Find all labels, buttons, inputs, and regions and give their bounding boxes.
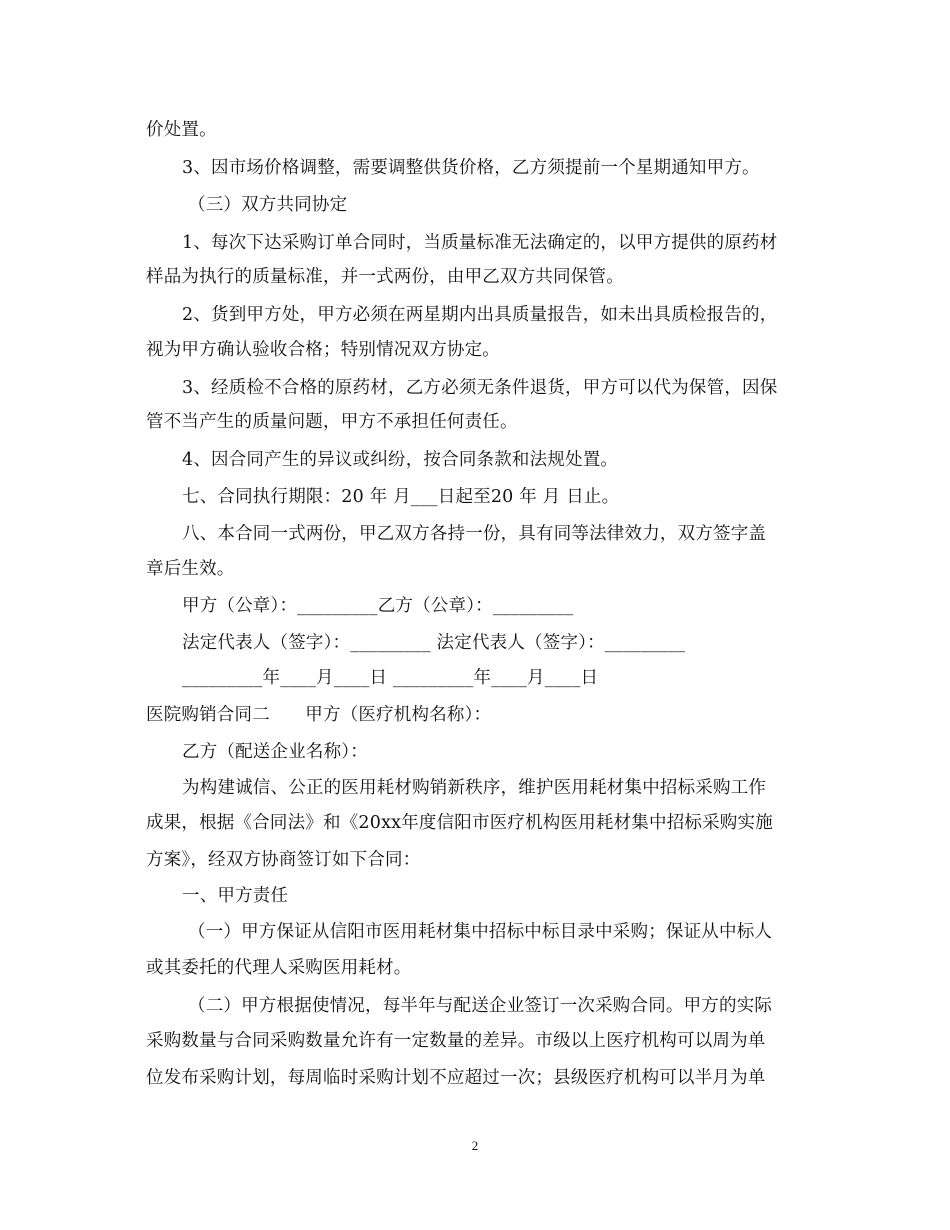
paragraph-line: 2、货到甲方处，甲方必须在两星期内出具质量报告，如未出具质检报告的， [182, 305, 778, 325]
page-number: 2 [471, 1138, 479, 1153]
paragraph-line: 样品为执行的质量标准，并一式两份，由甲乙双方共同保管。 [146, 267, 624, 287]
paragraph-line: 位发布采购计划，每周临时采购计划不应超过一次；县级医疗机构可以半月为单 [146, 1068, 766, 1088]
paragraph-line: 章后生效。 [146, 559, 235, 579]
paragraph-line: 4、因合同产生的异议或纠纷，按合同条款和法规处置。 [182, 450, 619, 470]
date-line: _________年____月____日 _________年____月____日 [182, 668, 599, 688]
paragraph-line: 价处置。 [146, 120, 217, 140]
paragraph-line: 成果，根据《合同法》和《20xx年度信阳市医疗机构医用耗材集中招标采购实施 [146, 813, 773, 833]
paragraph-line: 八、本合同一式两份，甲乙双方各持一份，具有同等法律效力，双方签字盖 [182, 524, 767, 544]
signature-line: 法定代表人（签字）：_________ 法定代表人（签字）：_________ [182, 633, 686, 653]
paragraph-line: （二）甲方根据使情况，每半年与配送企业签订一次采购合同。甲方的实际 [188, 996, 773, 1016]
contract-title-line: 医院购销合同二 甲方（医疗机构名称）： [146, 705, 492, 725]
paragraph-line: 管不当产生的质量问题，甲方不承担任何责任。 [146, 412, 518, 432]
paragraph-line: 1、每次下达采购订单合同时，当质量标准无法确定的，以甲方提供的原药材 [182, 233, 778, 253]
paragraph-line: （一）甲方保证从信阳市医用耗材集中招标中标目录中采购；保证从中标人 [188, 922, 773, 942]
section-heading: 一、甲方责任 [182, 886, 289, 906]
paragraph-line: 或其委托的代理人采购医用耗材。 [146, 958, 412, 978]
paragraph-line: 3、经质检不合格的原药材，乙方必须无条件退货，甲方可以代为保管，因保 [182, 378, 778, 398]
paragraph-line: 3、因市场价格调整，需要调整供货价格，乙方须提前一个星期通知甲方。 [182, 158, 760, 178]
signature-line: 甲方（公章）：_________乙方（公章）：_________ [182, 596, 574, 616]
paragraph-line: 方案》，经双方协商签订如下合同： [146, 850, 421, 870]
paragraph-line: 为构建诚信、公正的医用耗材购销新秩序，维护医用耗材集中招标采购工作 [182, 778, 767, 798]
paragraph-line: 视为甲方确认验收合格；特别情况双方协定。 [146, 340, 500, 360]
paragraph-line: 乙方（配送企业名称）： [182, 742, 368, 762]
section-heading: （三）双方共同协定 [188, 195, 348, 215]
paragraph-line: 采购数量与合同采购数量允许有一定数量的差异。市级以上医疗机构可以周为单 [146, 1031, 766, 1051]
paragraph-line: 七、合同执行期限：20 年 月___日起至20 年 月 日止。 [182, 487, 620, 507]
